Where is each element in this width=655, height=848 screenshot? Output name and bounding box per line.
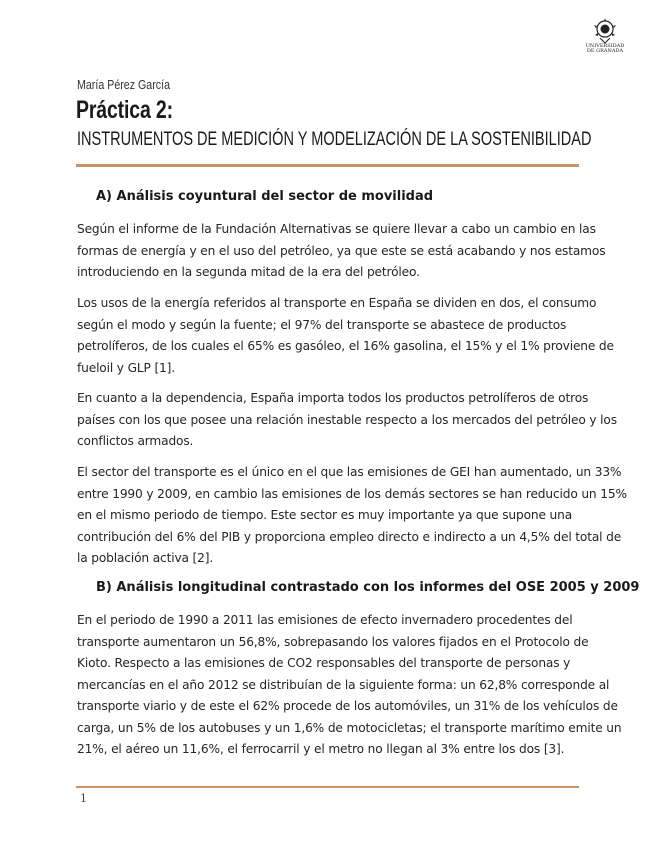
footer-divider xyxy=(76,786,579,788)
text-line: conflictos armados. xyxy=(77,434,194,448)
section-heading-a: A) Análisis coyuntural del sector de movilidad xyxy=(96,189,434,204)
text-line: Kioto. Respecto a las emisiones de CO2 responsables del transporte de personas y xyxy=(77,656,571,670)
document-title: Práctica 2: xyxy=(76,96,173,124)
text-line: contribución del 6% del PIB y proporciona empleo directo e indirecto a un 4,5% del total de xyxy=(77,529,622,544)
paragraph xyxy=(77,219,606,284)
author-name: María Pérez García xyxy=(77,77,171,92)
section-heading-b: B) Análisis longitudinal contrastado con los informes del OSE 2005 y 2009 xyxy=(96,580,640,595)
text-line: Según el informe de la Fundación Alternativas se quiere llevar a cabo un cambio en las xyxy=(77,222,596,236)
paragraph xyxy=(77,388,617,453)
logo-text-line1: UNIVERSIDAD xyxy=(585,43,625,49)
text-line: en el mismo periodo de tiempo. Este sector es muy importante ya que supone una xyxy=(77,508,573,522)
logo-text-line2: DE GRANADA xyxy=(586,48,624,54)
text-line: entre 1990 y 2009, en cambio las emisiones de los demás sectores se han reducido un 15% xyxy=(77,486,627,501)
text-line: En cuanto a la dependencia, España importa todos los productos petrolíferos de otros xyxy=(77,391,589,405)
text-line: fueloil y GLP [1]. xyxy=(77,360,175,375)
text-line: introduciendo en la segunda mitad de la era del petróleo. xyxy=(77,265,420,279)
text-line: 21%, el aéreo un 11,6%, el ferrocarril y el metro no llegan al 3% entre los dos [3]. xyxy=(77,742,565,756)
text-line: según el modo y según la fuente; el 97% del transporte se abastece de productos xyxy=(77,317,567,332)
logo-text xyxy=(582,44,628,54)
page-number: 1 xyxy=(80,792,87,805)
text-line: transporte viario y de este el 62% procede de los automóviles, un 31% de los vehículos de xyxy=(77,699,618,713)
text-line: mercancías en el año 2012 se distribuían de la siguiente forma: un 62,8% corresponde al xyxy=(77,677,610,692)
text-line: carga, un 5% de los autobuses y un 1,6% de motocicletas; el transporte marítimo emite un xyxy=(77,720,622,735)
text-line: El sector del transporte es el único en el que las emisiones de GEI han aumentado, un 33% xyxy=(77,465,622,479)
coat-of-arms-icon xyxy=(582,16,628,46)
text-line: Los usos de la energía referidos al transporte en España se dividen en dos, el consumo xyxy=(77,296,597,310)
text-line: la población activa [2]. xyxy=(77,551,214,565)
text-line: transporte aumentaron un 56,8%, sobrepasando los valores fijados en el Protocolo de xyxy=(77,634,589,649)
text-line: formas de energía y en el uso del petróleo, ya que este se está acabando y nos estamos xyxy=(77,243,606,258)
text-line: petrolíferos, de los cuales el 65% es gasóleo, el 16% gasolina, el 15% y el 1% proviene de xyxy=(77,339,614,353)
text-line: países con los que posee una relación inestable respecto a los mercados del petróleo y los xyxy=(77,412,617,427)
document-subtitle: INSTRUMENTOS DE MEDICIÓN Y MODELIZACIÓN DE LA SOSTENIBILIDAD xyxy=(77,129,592,150)
text-line: En el periodo de 1990 a 2011 las emisiones de efecto invernadero procedentes del xyxy=(77,613,573,627)
header-divider xyxy=(76,164,579,167)
paragraph xyxy=(77,293,614,379)
paragraph xyxy=(77,462,627,570)
paragraph xyxy=(77,610,622,761)
